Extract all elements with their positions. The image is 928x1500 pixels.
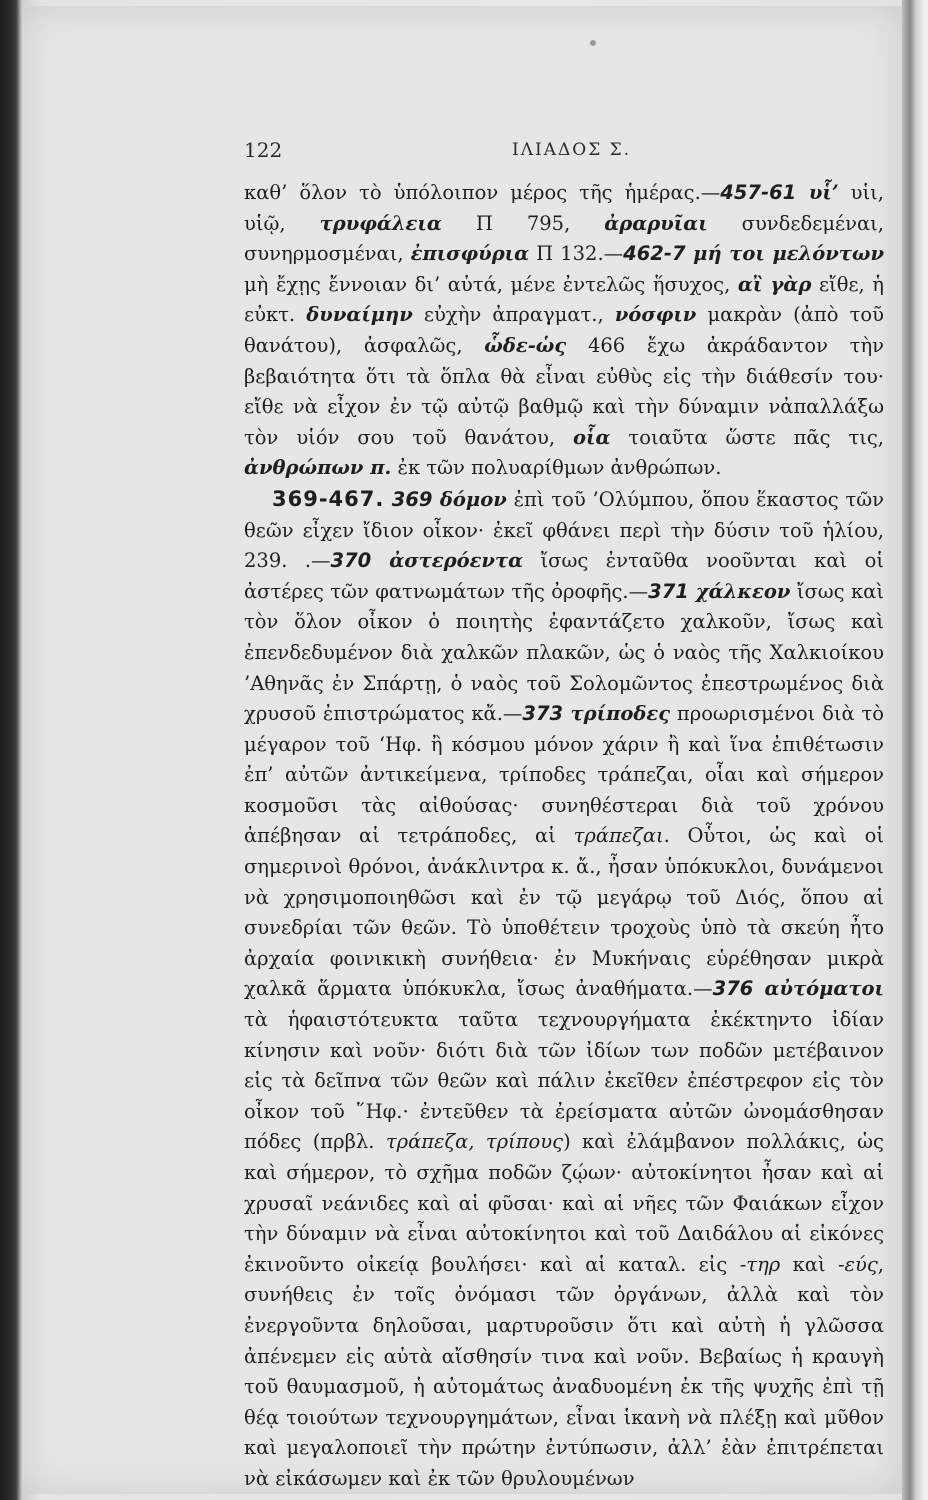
lemma: αὐτόματοι — [753, 977, 884, 1001]
text-run: ἐπὶ τοῦ ’Ολύμπου, ὅπου ἕκαστος τῶν θεῶν εἶχεν ἴδιον οἶκον· ἐκεῖ φθάνει περὶ τὴν δύσιν τοῦ ἡλίου, 239. .— — [244, 487, 884, 573]
verse-ref: 369 — [384, 487, 433, 511]
page-number: 122 — [244, 138, 283, 162]
lemma: χάλκεον — [688, 579, 791, 603]
text-run: μακρὰν (ἀπὸ τοῦ θανάτου), ἀσφαλῶς, — [244, 303, 884, 357]
running-head: ΙΛΙΑΔΟΣ Σ. — [512, 140, 632, 160]
lemma: ὧδε-ὡς — [484, 333, 567, 357]
commentary-text — [244, 178, 884, 1495]
verse-ref: 376 — [712, 977, 754, 1001]
lemma: μή τοι μελόντων — [685, 242, 885, 266]
page-edge — [902, 0, 928, 1500]
ink-speck — [590, 40, 596, 46]
lemma: ἐπισφύρια — [410, 242, 530, 266]
text-run: Π 795, — [441, 211, 605, 235]
text-run: ἴσως καὶ τὸν ὅλον οἶκον ὁ ποιητὴς ἐφαντάζετο χαλκοῦν, ἴσως καὶ ἐπενδεδυμένον διὰ χαλκῶν πλακῶν, ὡς ὁ ναὸς τῆς Χαλκιοίκου ’Αθηνᾶς ἐν Σπάρτῃ, ὁ ναὸς τοῦ Σολομῶντος ἐπεστρωμένος διὰ χρυσοῦ ἐπιστρώματος κἄ.— — [244, 579, 884, 726]
text-run: τοιαῦτα ὥστε πᾶς τις, — [610, 425, 884, 449]
text-run: συνδεδεμέναι, συνηρμοσμέναι, — [244, 211, 884, 266]
text-run: προωρισμένοι διὰ τὸ μέγαρον τοῦ ‘Ηφ. ἢ κόσμου μόνον χάριν ἢ καὶ ἵνα ἐπιθέτωσιν ἐπ’ αὐτῶν ἀντικείμενα, τρίποδες τράπεζαι, οἷαι καὶ σήμερον κοσμοῦσι τὰς αἰθούσας· συνηθέστεραι διὰ τοῦ χρόνου ἀπέβησαν αἱ τετράποδες, αἱ — [244, 702, 884, 848]
lemma: ἀραρυῖαι — [604, 211, 708, 235]
text-run: Π 132.— — [529, 242, 624, 266]
text-run: καὶ — [780, 1252, 838, 1276]
lemma: τρίποδες — [563, 702, 671, 726]
text-run: μὴ ἔχῃς ἔννοιαν δι’ αὐτά, μένε ἐντελῶς ἥσυχος, — [244, 272, 738, 296]
lemma: αἲ γὰρ — [737, 272, 812, 296]
text-run: εὐχὴν ἀπραγματ., — [412, 303, 615, 327]
lemma: τρυφάλεια — [319, 211, 442, 235]
paragraph-2 — [244, 484, 884, 1495]
lemma: νόσφιν — [614, 303, 697, 327]
lemma: ἀστερόεντα — [371, 549, 524, 573]
verse-ref: 373 — [522, 702, 564, 726]
verse-ref: 371 — [648, 579, 689, 603]
lemma: υἷ’ — [796, 181, 839, 204]
verse-ref: 370 — [330, 549, 372, 573]
paragraph-1 — [244, 178, 884, 484]
text-run: 466 ἔχω ἀκράδαντον τὴν βεβαιότητα ὅτι τὰ ὅπλα θὰ εἶναι εὐθὺς εἰς τὴν διάθεσίν του· εἴθε νὰ εἶχον ἐν τῷ αὐτῷ βαθμῷ καὶ τὴν δύναμιν νἀπαλλάξω τὸν υἱόν σου τοῦ θανάτου, — [244, 333, 885, 449]
text-run: καθ’ ὅλον τὸ ὑπόλοιπον μέρος τῆς ἡμέρας.— — [244, 181, 721, 204]
text-run: εἴθε, ἡ εὐκτ. — [244, 272, 884, 327]
lemma: οἷα — [573, 425, 611, 449]
lemma: δόμον — [432, 487, 507, 511]
italic-term: -εύς — [837, 1252, 878, 1276]
text-run: ἐκ τῶν πολυαρίθμων ἀνθρώπων. — [391, 456, 722, 480]
text-run: ἴσως ἐνταῦθα νοοῦνται καὶ οἱ ἀστέρες τῶν φατνωμάτων τῆς ὀροφῆς.— — [244, 549, 884, 603]
text-run: . Οὗτοι, ὡς καὶ οἱ σημερινοὶ θρόνοι, ἀνάκλιντρα κ. ἄ., ἦσαν ὑπόκυκλοι, δυνάμενοι νὰ χρησιμοποιηθῶσι καὶ ἐν τῷ μεγάρῳ τοῦ Διός, ὅπου αἱ συνεδρίαι τῶν θεῶν. Τὸ ὑποθέτειν τροχοὺς ὑπὸ τὰ σκεύη ἦτο ἀρχαία φοινικικὴ συνήθεια· ἐν Μυκήναις εὑρέθησαν μικρὰ χαλκᾶ ἅρματα ὑπόκυκλα, ἴσως ἀναθήματα.— — [244, 824, 884, 1001]
text-run: , συνήθεις ἐν τοῖς ὀνόμασι τῶν ὀργάνων, ἀλλὰ καὶ τὸν ἐνεργοῦντα δηλοῦσαι, μαρτυροῦσιν ὅτι καὶ αὐτὴ ἡ γλῶσσα ἀπένεμεν εἰς αὐτὰ αἴσθησίν τινα καὶ νοῦν. Βεβαίως ἡ κραυγὴ τοῦ θαυμασμοῦ, ἡ αὐτομάτως ἀναδυομένη ἐκ τῆς ψυχῆς ἐπὶ τῇ θέᾳ τοιούτων τεχνουργημάτων, εἶναι ἱκανὴ νὰ πλέξῃ καὶ μῦθον καὶ μεγαλοποιεῖ τὴν πρώτην ἐντύπωσιν, ἀλλ’ ἐὰν ἐπιτρέπεται νὰ εἰκάσωμεν καὶ ἐκ τῶν θρυλουμένων — [244, 1252, 884, 1490]
text-run: ) καὶ ἐλάμβανον πολλάκις, ὡς καὶ σήμερον, τὸ σχῆμα ποδῶν ζῴων· αὐτοκίνητοι ἦσαν καὶ αἱ χρυσαῖ νεάνιδες καὶ αἱ φῦσαι· καὶ αἱ νῆες τῶν Φαιάκων εἶχον τὴν δύναμιν νὰ εἶναι αὐτοκίνητοι καὶ τοῦ Δαιδάλου αἱ εἰκόνες ἐκινοῦντο οἰκείᾳ βουλήσει· καὶ αἱ καταλ. εἰς — [244, 1130, 884, 1276]
text-run: τὰ ἡφαιστότευκτα ταῦτα τεχνουργήματα ἐκέκτηντο ἰδίαν κίνησιν καὶ νοῦν· διότι διὰ τῶν ἰδίων των ποδῶν μετέβαινον εἰς τὰ δεῖπνα τῶν θεῶν καὶ πάλιν ἐκεῖθεν ἐπέστρεφον εἰς τὸν οἶκον τοῦ ῞Ηφ.· ἐντεῦθεν τὰ ἐρείσματα αὐτῶν ὠνομάσθησαν πόδες (πρβλ. — [244, 1008, 884, 1154]
verse-ref: 457-61 — [720, 181, 797, 204]
italic-term: -τηρ — [739, 1252, 781, 1276]
verse-ref: 462-7 — [623, 242, 686, 266]
page-header — [0, 138, 928, 168]
italic-term: τράπεζα, τρίπους — [385, 1130, 564, 1154]
lemma: δυναίμην — [306, 303, 413, 327]
lemma: ἀνθρώπων π. — [244, 456, 392, 480]
text-run: υἱι, υἱῷ, — [244, 181, 885, 235]
italic-term: τράπεζαι — [573, 824, 664, 848]
section-ref: 369-467. — [272, 486, 385, 511]
